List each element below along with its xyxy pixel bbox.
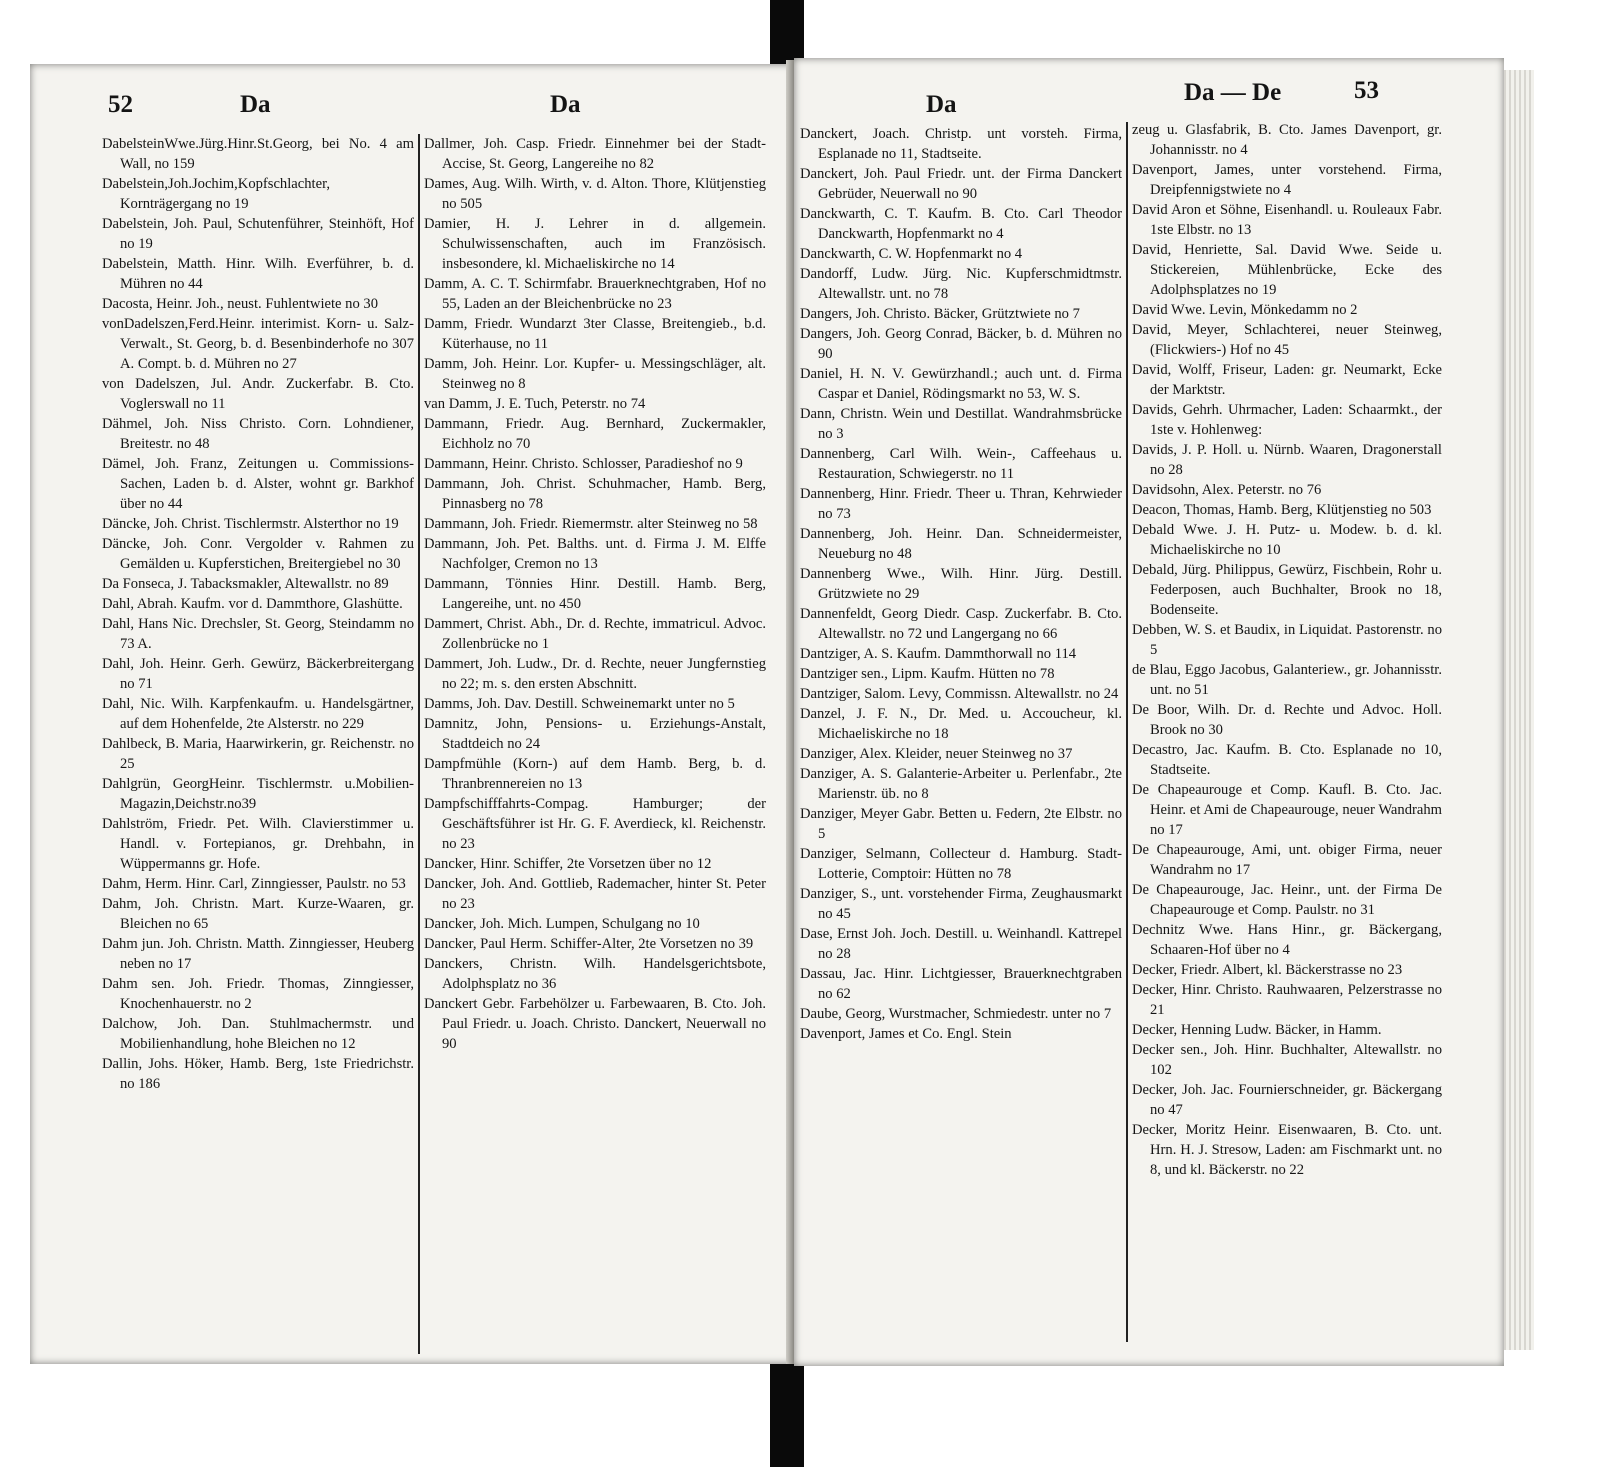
directory-entry: Decker, Hinr. Christo. Rauhwaaren, Pelzerstrasse no 21	[1132, 982, 1442, 1018]
directory-entry: Dannenberg, Carl Wilh. Wein-, Caffeehaus u. Restauration, Schwiegerstr. no 11	[800, 446, 1122, 482]
directory-entry: Davids, J. P. Holl. u. Nürnb. Waaren, Dragonerstall no 28	[1132, 442, 1442, 478]
page-number-left: 52	[108, 91, 133, 118]
directory-entry: Danckert, Joh. Paul Friedr. unt. der Firma Danckert Gebrüder, Neuerwall no 90	[800, 166, 1122, 202]
directory-entry: Damm, A. C. T. Schirmfabr. Brauerknechtgraben, Hof no 55, Laden an der Bleichenbrücke no 23	[424, 276, 766, 312]
page-number-right: 53	[1354, 77, 1379, 104]
directory-entry: Dammann, Tönnies Hinr. Destill. Hamb. Berg, Langereihe, unt. no 450	[424, 576, 766, 612]
directory-entry: Dannenberg Wwe., Wilh. Hinr. Jürg. Destill. Grützwiete no 29	[800, 566, 1122, 602]
directory-entry: Dähmel, Joh. Niss Christo. Corn. Lohndiener, Breitestr. no 48	[102, 416, 414, 452]
directory-entry: Damm, Joh. Heinr. Lor. Kupfer- u. Messingschläger, alt. Steinweg no 8	[424, 356, 766, 392]
directory-entry: Damnitz, John, Pensions- u. Erziehungs-Anstalt, Stadtdeich no 24	[424, 716, 766, 752]
directory-entry: Dancker, Joh. And. Gottlieb, Rademacher, hinter St. Peter no 23	[424, 876, 766, 912]
right-page-column-1	[800, 124, 1122, 1044]
directory-entry: Danziger, Alex. Kleider, neuer Steinweg no 37	[800, 746, 1073, 762]
directory-entry: De Chapeaurouge et Comp. Kaufl. B. Cto. Jac. Heinr. et Ami de Chapeaurouge, neuer Wandrahm no 17	[1132, 782, 1442, 838]
left-page-column-2	[424, 134, 766, 1054]
directory-entry: Damier, H. J. Lehrer in d. allgemein. Schulwissenschaften, auch im Französisch. insbesondere, kl. Michaeliskirche no 14	[424, 216, 766, 272]
directory-entry: Dalchow, Joh. Dan. Stuhlmachermstr. und Mobilienhandlung, hohe Bleichen no 12	[102, 1016, 414, 1052]
directory-entry: Danckwarth, C. W. Hopfenmarkt no 4	[800, 246, 1023, 262]
directory-entry: Dampfmühle (Korn-) auf dem Hamb. Berg, b. d. Thranbrennereien no 13	[424, 756, 766, 792]
directory-entry: Decker, Moritz Heinr. Eisenwaaren, B. Cto. unt. Hrn. H. J. Stresow, Laden: am Fischmarkt unt. no 8, und kl. Bäckerstr. no 22	[1132, 1122, 1442, 1178]
directory-entry: Danziger, S., unt. vorstehender Firma, Zeughausmarkt no 45	[800, 886, 1122, 922]
directory-entry: Dannenberg, Hinr. Friedr. Theer u. Thran, Kehrwieder no 73	[800, 486, 1122, 522]
directory-entry: Dannenberg, Joh. Heinr. Dan. Schneidermeister, Neueburg no 48	[800, 526, 1122, 562]
directory-entry: Dann, Christn. Wein und Destillat. Wandrahmsbrücke no 3	[800, 406, 1122, 442]
directory-entry: Däncke, Joh. Christ. Tischlermstr. Alsterthor no 19	[102, 516, 399, 532]
directory-entry: Dammann, Heinr. Christo. Schlosser, Paradieshof no 9	[424, 456, 743, 472]
directory-entry: Dämel, Joh. Franz, Zeitungen u. Commissions-Sachen, Laden b. d. Alster, wohnt gr. Barkhof über no 44	[102, 456, 414, 512]
directory-entry: Damms, Joh. Dav. Destill. Schweinemarkt unter no 5	[424, 696, 735, 712]
directory-entry: David Aron et Söhne, Eisenhandl. u. Rouleaux Fabr. 1ste Elbstr. no 13	[1132, 202, 1442, 238]
directory-entry: De Chapeaurouge, Ami, unt. obiger Firma, neuer Wandrahm no 17	[1132, 842, 1442, 878]
directory-entry: von Dadelszen, Jul. Andr. Zuckerfabr. B. Cto. Voglerswall no 11	[102, 376, 414, 412]
directory-entry: Dangers, Joh. Christo. Bäcker, Grütztwiete no 7	[800, 306, 1080, 322]
directory-entry: Dase, Ernst Joh. Joch. Destill. u. Weinhandl. Kattrepel no 28	[800, 926, 1122, 962]
left-page	[30, 64, 794, 1364]
directory-entry: Davidsohn, Alex. Peterstr. no 76	[1132, 482, 1322, 498]
directory-entry: Dahl, Joh. Heinr. Gerh. Gewürz, Bäckerbreitergang no 71	[102, 656, 414, 692]
directory-entry: zeug u. Glasfabrik, B. Cto. James Davenport, gr. Johannisstr. no 4	[1132, 122, 1442, 158]
directory-entry: Dahl, Abrah. Kaufm. vor d. Dammthore, Glashütte.	[102, 596, 403, 612]
directory-entry: Dechnitz Wwe. Hans Hinr., gr. Bäckergang, Schaaren-Hof über no 4	[1132, 922, 1442, 958]
directory-entry: De Chapeaurouge, Jac. Heinr., unt. der Firma De Chapeaurouge et Comp. Paulstr. no 31	[1132, 882, 1442, 918]
directory-entry: David, Meyer, Schlachterei, neuer Steinweg, (Flickwiers-) Hof no 45	[1132, 322, 1442, 358]
directory-entry: Dahlström, Friedr. Pet. Wilh. Clavierstimmer u. Handl. v. Fortepianos, gr. Drehbahn, in Wüppermanns gr. Hofe.	[102, 816, 414, 872]
directory-entry: Decker sen., Joh. Hinr. Buchhalter, Altewallstr. no 102	[1132, 1042, 1442, 1078]
directory-entry: Dallmer, Joh. Casp. Friedr. Einnehmer bei der Stadt-Accise, St. Georg, Langereihe no 82	[424, 136, 766, 172]
directory-entry: Decker, Joh. Jac. Fournierschneider, gr. Bäckergang no 47	[1132, 1082, 1442, 1118]
running-head-right-b: Da — De	[1184, 79, 1282, 106]
running-head-right-a: Da	[926, 91, 957, 118]
directory-entry: Debben, W. S. et Baudix, in Liquidat. Pastorenstr. no 5	[1132, 622, 1442, 658]
directory-entry: Dannenfeldt, Georg Diedr. Casp. Zuckerfabr. B. Cto. Altewallstr. no 72 und Langergang no 66	[800, 606, 1122, 642]
directory-entry: Dammann, Friedr. Aug. Bernhard, Zuckermakler, Eichholz no 70	[424, 416, 766, 452]
directory-entry: Dammann, Joh. Friedr. Riemermstr. alter Steinweg no 58	[424, 516, 758, 532]
directory-entry: Danckers, Christn. Wilh. Handelsgerichtsbote, Adolphsplatz no 36	[424, 956, 766, 992]
directory-entry: Dahm jun. Joh. Christn. Matth. Zinngiesser, Heuberg neben no 17	[102, 936, 414, 972]
bookmark-ribbon-bottom	[770, 1350, 804, 1467]
directory-entry: Deacon, Thomas, Hamb. Berg, Klütjenstieg no 503	[1132, 502, 1432, 518]
directory-entry: David, Wolff, Friseur, Laden: gr. Neumarkt, Ecke der Marktstr.	[1132, 362, 1442, 398]
directory-entry: Danziger, Selmann, Collecteur d. Hamburg. Stadt-Lotterie, Comptoir: Hütten no 78	[800, 846, 1122, 882]
directory-entry: Dancker, Paul Herm. Schiffer-Alter, 2te Vorsetzen no 39	[424, 936, 754, 952]
directory-entry: Dampfschifffahrts-Compag. Hamburger; der Geschäftsführer ist Hr. G. F. Averdieck, kl. Reichenstr. no 23	[424, 796, 766, 852]
left-page-column-1	[102, 134, 414, 1094]
directory-entry: van Damm, J. E. Tuch, Peterstr. no 74	[424, 396, 646, 412]
directory-entry: Dammann, Joh. Christ. Schuhmacher, Hamb. Berg, Pinnasberg no 78	[424, 476, 766, 512]
directory-entry: Dahm, Joh. Christn. Mart. Kurze-Waaren, gr. Bleichen no 65	[102, 896, 414, 932]
directory-entry: Davids, Gehrh. Uhrmacher, Laden: Schaarmkt., der 1ste v. Hohlenweg:	[1132, 402, 1442, 438]
directory-entry: Decker, Friedr. Albert, kl. Bäckerstrasse no 23	[1132, 962, 1403, 978]
directory-entry: Decastro, Jac. Kaufm. B. Cto. Esplanade no 10, Stadtseite.	[1132, 742, 1442, 778]
directory-entry: Dammert, Joh. Ludw., Dr. d. Rechte, neuer Jungfernstieg no 22; m. s. den ersten Abschnitt.	[424, 656, 766, 692]
directory-entry: David Wwe. Levin, Mönkedamm no 2	[1132, 302, 1358, 318]
directory-entry: Danckert, Joach. Christp. unt vorsteh. Firma, Esplanade no 11, Stadtseite.	[800, 126, 1122, 162]
directory-entry: Dahlgrün, GeorgHeinr. Tischlermstr. u.Mobilien-Magazin,Deichstr.no39	[102, 776, 414, 812]
directory-entry: Danziger, Meyer Gabr. Betten u. Federn, 2te Elbstr. no 5	[800, 806, 1122, 842]
directory-entry: Davenport, James, unter vorstehend. Firma, Dreipfennigstwiete no 4	[1132, 162, 1442, 198]
directory-entry: vonDadelszen,Ferd.Heinr. interimist. Korn- u. Salz-Verwalt., St. Georg, b. d. Besenbinderhofe no 307 A. Compt. b. d. Mühren no 27	[102, 316, 414, 372]
directory-entry: Dahlbeck, B. Maria, Haarwirkerin, gr. Reichenstr. no 25	[102, 736, 414, 772]
directory-entry: Danzel, J. F. N., Dr. Med. u. Accoucheur, kl. Michaeliskirche no 18	[800, 706, 1122, 742]
directory-entry: Damm, Friedr. Wundarzt 3ter Classe, Breitengieb., b.d. Küterhause, no 11	[424, 316, 766, 352]
running-head-left-b: Da	[550, 91, 581, 118]
directory-entry: Däncke, Joh. Conr. Vergolder v. Rahmen zu Gemälden u. Kupferstichen, Breitergiebel no 30	[102, 536, 414, 572]
directory-entry: Davenport, James et Co. Engl. Stein	[800, 1026, 1012, 1042]
directory-entry: de Blau, Eggo Jacobus, Galanteriew., gr. Johannisstr. unt. no 51	[1132, 662, 1442, 698]
directory-entry: Decker, Henning Ludw. Bäcker, in Hamm.	[1132, 1022, 1382, 1038]
directory-entry: Dahl, Hans Nic. Drechsler, St. Georg, Steindamm no 73 A.	[102, 616, 414, 652]
directory-entry: Dacosta, Heinr. Joh., neust. Fuhlentwiete no 30	[102, 296, 379, 312]
directory-entry: Dangers, Joh. Georg Conrad, Bäcker, b. d. Mühren no 90	[800, 326, 1122, 362]
directory-entry: Dahl, Nic. Wilh. Karpfenkaufm. u. Handelsgärtner, auf dem Hohenfelde, 2te Alsterstr. no 229	[102, 696, 414, 732]
directory-entry: Dammann, Joh. Pet. Balths. unt. d. Firma J. M. Elffe Nachfolger, Cremon no 13	[424, 536, 766, 572]
right-page	[794, 58, 1504, 1366]
directory-entry: Dassau, Jac. Hinr. Lichtgiesser, Brauerknechtgraben no 62	[800, 966, 1122, 1002]
directory-entry: Dallin, Johs. Höker, Hamb. Berg, 1ste Friedrichstr. no 186	[102, 1056, 414, 1092]
directory-entry: Dabelstein,Joh.Jochim,Kopfschlachter, Kornträgergang no 19	[102, 176, 330, 212]
column-divider-right	[1126, 122, 1128, 1342]
column-divider-left	[418, 134, 420, 1354]
directory-entry: Daniel, H. N. V. Gewürzhandl.; auch unt. d. Firma Caspar et Daniel, Rödingsmarkt no 53, W. S.	[800, 366, 1122, 402]
directory-entry: Dabelstein, Joh. Paul, Schutenführer, Steinhöft, Hof no 19	[102, 216, 414, 252]
right-page-column-2	[1132, 120, 1442, 1180]
directory-entry: Dames, Aug. Wilh. Wirth, v. d. Alton. Thore, Klütjenstieg no 505	[424, 176, 766, 212]
directory-entry: Danckert Gebr. Farbehölzer u. Farbewaaren, B. Cto. Joh. Paul Friedr. u. Joach. Christo. Danckert, Neuerwall no 90	[424, 996, 766, 1052]
directory-entry: Debald Wwe. J. H. Putz- u. Modew. b. d. kl. Michaeliskirche no 10	[1132, 522, 1442, 558]
directory-entry: Dantziger, A. S. Kaufm. Dammthorwall no 114	[800, 646, 1077, 662]
directory-entry: De Boor, Wilh. Dr. d. Rechte und Advoc. Holl. Brook no 30	[1132, 702, 1442, 738]
running-head-left-a: Da	[240, 91, 271, 118]
directory-entry: Debald, Jürg. Philippus, Gewürz, Fischbein, Rohr u. Federposen, auch Buchhalter, Brook no 18, Bodenseite.	[1132, 562, 1442, 618]
page-edges	[1504, 70, 1534, 1350]
directory-entry: Daube, Georg, Wurstmacher, Schmiedestr. unter no 7	[800, 1006, 1112, 1022]
directory-entry: Danckwarth, C. T. Kaufm. B. Cto. Carl Theodor Danckwarth, Hopfenmarkt no 4	[800, 206, 1122, 242]
directory-entry: Dahm sen. Joh. Friedr. Thomas, Zinngiesser, Knochenhauerstr. no 2	[102, 976, 414, 1012]
directory-entry: Danziger, A. S. Galanterie-Arbeiter u. Perlenfabr., 2te Marienstr. üb. no 8	[800, 766, 1122, 802]
directory-entry: Dammert, Christ. Abh., Dr. d. Rechte, immatricul. Advoc. Zollenbrücke no 1	[424, 616, 766, 652]
directory-entry: Da Fonseca, J. Tabacksmakler, Altewallstr. no 89	[102, 576, 389, 592]
directory-entry: Dancker, Joh. Mich. Lumpen, Schulgang no 10	[424, 916, 700, 932]
directory-entry: Dantziger sen., Lipm. Kaufm. Hütten no 78	[800, 666, 1055, 682]
directory-entry: Dancker, Hinr. Schiffer, 2te Vorsetzen über no 12	[424, 856, 712, 872]
directory-entry: DabelsteinWwe.Jürg.Hinr.St.Georg, bei No. 4 am Wall, no 159	[102, 136, 414, 172]
directory-entry: Dahm, Herm. Hinr. Carl, Zinngiesser, Paulstr. no 53	[102, 876, 406, 892]
directory-entry: Dabelstein, Matth. Hinr. Wilh. Everführer, b. d. Mühren no 44	[102, 256, 414, 292]
directory-entry: David, Henriette, Sal. David Wwe. Seide u. Stickereien, Mühlenbrücke, Ecke des Adolphsplatzes no 19	[1132, 242, 1442, 298]
directory-entry: Dandorff, Ludw. Jürg. Nic. Kupferschmidtmstr. Altewallstr. unt. no 78	[800, 266, 1122, 302]
directory-entry: Dantziger, Salom. Levy, Commissn. Altewallstr. no 24	[800, 686, 1119, 702]
